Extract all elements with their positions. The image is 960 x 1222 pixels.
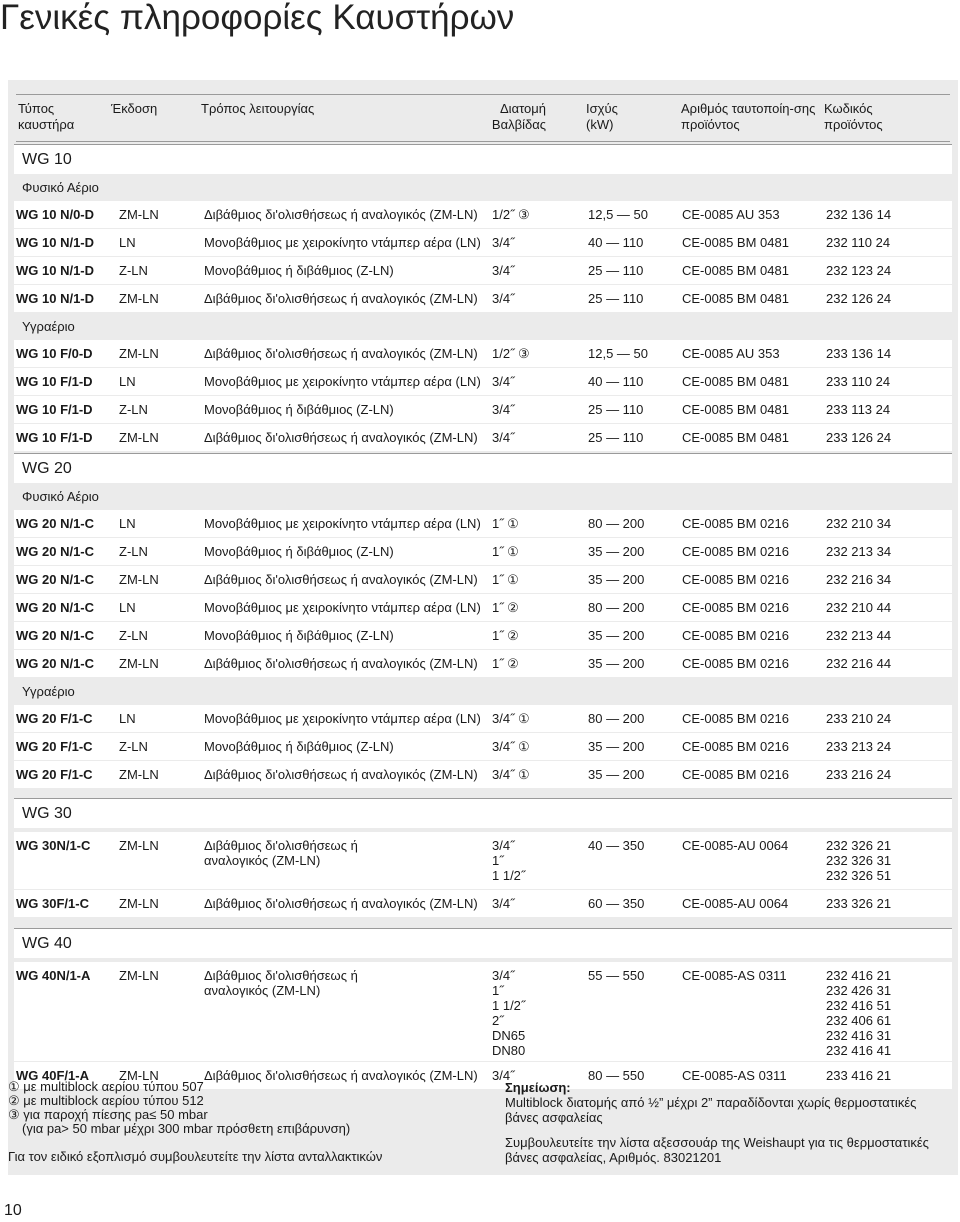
table-cell: 35 — 200 (588, 656, 645, 671)
table-cell: CE-0085-AS 0311 (682, 968, 787, 983)
header-product-id: Αριθμός ταυτοποίη-σης προϊόντος (681, 101, 816, 132)
table-cell: Z-LN (119, 402, 148, 417)
table-cell: WG 10 N/1-D (16, 235, 95, 250)
table-cell: 233 210 24 (826, 711, 892, 726)
table-cell: CE-0085 BM 0216 (682, 739, 789, 754)
table-cell: CE-0085-AS 0311 (682, 1068, 787, 1083)
table-cell: 233 126 24 (826, 430, 892, 445)
table-cell: WG 10 F/1-D (16, 374, 93, 389)
table-cell: 80 — 200 (588, 711, 645, 726)
table-cell: CE-0085 BM 0216 (682, 600, 789, 615)
table-cell: 232 216 34 (826, 572, 892, 587)
footnote: (για pa> 50 mbar μέχρι 300 mbar πρόσθετη επιβάρυνση) (22, 1121, 351, 1136)
table-cell: CE-0085-AU 0064 (682, 838, 789, 853)
table-cell: Μονοβάθμιος με χειροκίνητο ντάμπερ αέρα (LN) (204, 235, 481, 250)
table-cell: 233 113 24 (826, 402, 891, 417)
table-cell: 35 — 200 (588, 739, 645, 754)
table-row (14, 229, 952, 256)
table-cell: CE-0085 BM 0481 (682, 430, 789, 445)
table-row (14, 832, 952, 889)
table-cell: 233 326 21 (826, 896, 892, 911)
header-burner-type: Τύπος καυστήρα (18, 101, 75, 132)
table-cell: LN (119, 711, 136, 726)
table-cell: ZM-LN (119, 896, 159, 911)
table-cell: 25 — 110 (588, 430, 644, 445)
remark-box (505, 1080, 945, 1165)
table-row (14, 285, 952, 312)
table-cell: CE-0085-AU 0064 (682, 896, 789, 911)
table-cell: CE-0085 AU 353 (682, 207, 780, 222)
group-label: Υγραέριο (22, 684, 75, 699)
remark-text: Συμβουλευτείτε την λίστα αξεσσουάρ της Weishaupt για τις θερμοστατικές βάνες ασφαλείας, Αριθμός. 83021201 (505, 1135, 929, 1165)
table-cell: Μονοβάθμιος ή διβάθμιος (Z-LN) (204, 402, 394, 417)
table-row (14, 962, 952, 1061)
table-cell: Μονοβάθμιος με χειροκίνητο ντάμπερ αέρα (LN) (204, 374, 481, 389)
table-cell: 232 110 24 (826, 235, 891, 250)
burner-table (8, 80, 958, 1175)
table-cell: WG 30F/1-C (16, 896, 89, 911)
table-cell: 80 — 550 (588, 1068, 645, 1083)
table-cell: ZM-LN (119, 346, 159, 361)
table-cell: Διβάθμιος δι'ολισθήσεως ή αναλογικός (ZM-LN) (204, 838, 358, 868)
table-cell: Μονοβάθμιος ή διβάθμιος (Z-LN) (204, 263, 394, 278)
table-row (14, 733, 952, 760)
section-heading: WG 40 (14, 928, 952, 958)
table-cell: Μονοβάθμιος ή διβάθμιος (Z-LN) (204, 628, 394, 643)
table-cell: 232 213 44 (826, 628, 892, 643)
table-cell: WG 40N/1-A (16, 968, 91, 983)
table-cell: 1˝ ① (492, 516, 519, 531)
table-cell: Μονοβάθμιος με χειροκίνητο ντάμπερ αέρα (LN) (204, 600, 481, 615)
table-cell: CE-0085 BM 0481 (682, 235, 789, 250)
table-cell: ZM-LN (119, 656, 159, 671)
table-cell: 3/4˝ (492, 235, 515, 250)
table-cell: Διβάθμιος δι'ολισθήσεως ή αναλογικός (ZM-LN) (204, 656, 478, 671)
header-product-code: Κωδικός προϊόντος (824, 101, 883, 132)
table-cell: 3/4˝ (492, 430, 515, 445)
table-cell: Διβάθμιος δι'ολισθήσεως ή αναλογικός (ZM-LN) (204, 207, 478, 222)
table-cell: CE-0085 BM 0216 (682, 628, 789, 643)
table-cell: 40 — 350 (588, 838, 645, 853)
table-cell: LN (119, 235, 136, 250)
table-cell: WG 20 F/1-C (16, 711, 93, 726)
table-cell: 233 110 24 (826, 374, 891, 389)
table-cell: 232 213 34 (826, 544, 892, 559)
table-cell: 3/4˝ ① (492, 767, 530, 782)
table-cell: 12,5 — 50 (588, 207, 648, 222)
table-cell: Μονοβάθμιος ή διβάθμιος (Z-LN) (204, 544, 394, 559)
table-cell: 40 — 110 (588, 235, 644, 250)
table-cell: CE-0085 BM 0481 (682, 263, 789, 278)
table-cell: 233 416 21 (826, 1068, 892, 1083)
remark-text: Multiblock διατομής από ½” μέχρι 2” παραδίδονται χωρίς θερμοστατικές βάνες ασφαλείας (505, 1095, 917, 1125)
table-cell: WG 10 N/1-D (16, 263, 95, 278)
table-cell: WG 20 N/1-C (16, 544, 95, 559)
table-row (14, 510, 952, 537)
section-heading: WG 10 (14, 144, 952, 174)
table-cell: 232 136 14 (826, 207, 892, 222)
table-cell: 232 326 21 232 326 31 232 326 51 (826, 838, 892, 883)
table-cell: ZM-LN (119, 207, 159, 222)
remark-heading: Σημείωση: (505, 1080, 571, 1095)
table-cell: Διβάθμιος δι'ολισθήσεως ή αναλογικός (ZM-LN) (204, 767, 478, 782)
table-cell: 233 216 24 (826, 767, 892, 782)
table-row (14, 368, 952, 395)
table-cell: ZM-LN (119, 767, 159, 782)
table-cell: Z-LN (119, 263, 148, 278)
table-cell: 80 — 200 (588, 600, 645, 615)
table-cell: Διβάθμιος δι'ολισθήσεως ή αναλογικός (ZM-LN) (204, 1068, 478, 1083)
table-cell: LN (119, 600, 136, 615)
table-row (14, 705, 952, 732)
table-cell: 40 — 110 (588, 374, 644, 389)
table-cell: 232 126 24 (826, 291, 892, 306)
table-cell: WG 20 N/1-C (16, 628, 95, 643)
table-cell: Διβάθμιος δι'ολισθήσεως ή αναλογικός (ZM-LN) (204, 968, 358, 998)
table-cell: WG 10 F/1-D (16, 402, 93, 417)
table-cell: Διβάθμιος δι'ολισθήσεως ή αναλογικός (ZM-LN) (204, 430, 478, 445)
table-cell: Μονοβάθμιος ή διβάθμιος (Z-LN) (204, 739, 394, 754)
table-cell: WG 10 N/1-D (16, 291, 95, 306)
table-cell: 25 — 110 (588, 402, 644, 417)
group-label: Υγραέριο (22, 319, 75, 334)
table-cell: LN (119, 516, 136, 531)
spare-parts-note: Για τον ειδικό εξοπλισμό συμβουλευτείτε την λίστα ανταλλακτικών (8, 1149, 383, 1164)
table-cell: 1˝ ① (492, 572, 519, 587)
table-cell: 3/4˝ ① (492, 739, 530, 754)
table-cell: WG 10 F/1-D (16, 430, 93, 445)
table-cell: 1˝ ① (492, 544, 519, 559)
table-cell: 3/4˝ (492, 374, 515, 389)
table-cell: Διβάθμιος δι'ολισθήσεως ή αναλογικός (ZM-LN) (204, 896, 478, 911)
table-cell: Μονοβάθμιος με χειροκίνητο ντάμπερ αέρα (LN) (204, 711, 481, 726)
table-cell: WG 10 N/0-D (16, 207, 95, 222)
section-heading: WG 20 (14, 453, 952, 483)
table-cell: ZM-LN (119, 838, 159, 853)
table-row (14, 890, 952, 917)
table-cell: Z-LN (119, 628, 148, 643)
table-cell: 3/4˝ ① (492, 711, 530, 726)
table-row (14, 396, 952, 423)
table-cell: 1˝ ② (492, 628, 519, 643)
header-valve-size: Διατομή Βαλβίδας (491, 101, 546, 132)
table-cell: 3/4˝ (492, 291, 515, 306)
header-operation-mode: Τρόπος λειτουργίας (201, 101, 315, 116)
table-row (14, 566, 952, 593)
table-cell: WG 20 F/1-C (16, 739, 93, 754)
page-number: 10 (4, 1202, 22, 1219)
table-cell: Διβάθμιος δι'ολισθήσεως ή αναλογικός (ZM-LN) (204, 572, 478, 587)
table-cell: 55 — 550 (588, 968, 645, 983)
table-row (14, 257, 952, 284)
table-cell: 1/2˝ ③ (492, 346, 530, 361)
table-cell: ZM-LN (119, 968, 159, 983)
table-cell: 233 136 14 (826, 346, 892, 361)
table-row (14, 424, 952, 451)
table-cell: 35 — 200 (588, 628, 645, 643)
table-cell: Μονοβάθμιος με χειροκίνητο ντάμπερ αέρα (LN) (204, 516, 481, 531)
table-row (14, 650, 952, 677)
group-label: Φυσικό Αέριο (22, 489, 99, 504)
group-label: Φυσικό Αέριο (22, 180, 99, 195)
table-cell: 232 210 44 (826, 600, 892, 615)
table-cell: CE-0085 BM 0481 (682, 291, 789, 306)
table-row (14, 761, 952, 788)
table-cell: 3/4˝ (492, 263, 515, 278)
table-cell: 232 210 34 (826, 516, 892, 531)
table-cell: 232 416 21 232 426 31 232 416 51 232 406 61 232 416 31 232 416 41 (826, 968, 892, 1058)
table-cell: 25 — 110 (588, 291, 644, 306)
footnote: ① με multiblock αερίου τύπου 507 (8, 1079, 204, 1094)
table-cell: WG 20 N/1-C (16, 516, 95, 531)
table-cell: 1˝ ② (492, 600, 519, 615)
table-cell: 3/4˝ (492, 896, 515, 911)
table-cell: CE-0085 BM 0216 (682, 767, 789, 782)
table-cell: 25 — 110 (588, 263, 644, 278)
page-title: Γενικές πληροφορίες Καυστήρων (0, 0, 515, 37)
table-cell: 60 — 350 (588, 896, 645, 911)
table-cell: 1/2˝ ③ (492, 207, 530, 222)
table-cell: WG 20 N/1-C (16, 572, 95, 587)
table-cell: 3/4˝ 1˝ 1 1/2˝ (492, 838, 526, 883)
table-row (14, 340, 952, 367)
table-cell: WG 20 N/1-C (16, 600, 95, 615)
table-cell: Z-LN (119, 544, 148, 559)
table-cell: 232 216 44 (826, 656, 892, 671)
table-cell: 35 — 200 (588, 767, 645, 782)
table-cell: CE-0085 BM 0216 (682, 572, 789, 587)
table-cell: WG 40F/1-A (16, 1068, 89, 1083)
table-cell: WG 10 F/0-D (16, 346, 93, 361)
table-cell: Διβάθμιος δι'ολισθήσεως ή αναλογικός (ZM-LN) (204, 291, 478, 306)
table-cell: 232 123 24 (826, 263, 892, 278)
footnote: ② με multiblock αερίου τύπου 512 (8, 1093, 204, 1108)
table-cell: 1˝ ② (492, 656, 519, 671)
table-cell: ZM-LN (119, 572, 159, 587)
table-cell: ZM-LN (119, 1068, 159, 1083)
table-cell: CE-0085 BM 0216 (682, 516, 789, 531)
table-cell: LN (119, 374, 136, 389)
table-cell: WG 30N/1-C (16, 838, 91, 853)
section-heading: WG 30 (14, 798, 952, 828)
table-cell: 3/4˝ (492, 402, 515, 417)
header-power: Ισχύς (kW) (586, 101, 618, 132)
table-cell: CE-0085 AU 353 (682, 346, 780, 361)
table-cell: Διβάθμιος δι'ολισθήσεως ή αναλογικός (ZM-LN) (204, 346, 478, 361)
table-header (16, 94, 950, 142)
table-cell: Z-LN (119, 739, 148, 754)
table-cell: 80 — 200 (588, 516, 645, 531)
table-cell: CE-0085 BM 0216 (682, 544, 789, 559)
table-cell: 3/4˝ 1˝ 1 1/2˝ 2˝ DN65 DN80 (492, 968, 526, 1058)
table-cell: WG 20 N/1-C (16, 656, 95, 671)
footnote: ③ για παροχή πίεσης pa≤ 50 mbar (8, 1107, 208, 1122)
table-cell: CE-0085 BM 0216 (682, 656, 789, 671)
table-cell: 233 213 24 (826, 739, 892, 754)
table-cell: 35 — 200 (588, 544, 645, 559)
table-row (14, 594, 952, 621)
table-cell: CE-0085 BM 0216 (682, 711, 789, 726)
table-row (14, 538, 952, 565)
table-row (14, 622, 952, 649)
table-cell: CE-0085 BM 0481 (682, 402, 789, 417)
table-row (14, 201, 952, 228)
table-cell: ZM-LN (119, 430, 159, 445)
table-cell: 35 — 200 (588, 572, 645, 587)
header-version: Έκδοση (111, 101, 158, 116)
table-cell: 12,5 — 50 (588, 346, 648, 361)
table-cell: CE-0085 BM 0481 (682, 374, 789, 389)
table-cell: WG 20 F/1-C (16, 767, 93, 782)
table-cell: ZM-LN (119, 291, 159, 306)
footnotes (8, 1080, 382, 1164)
table-cell: 3/4˝ (492, 1068, 515, 1083)
